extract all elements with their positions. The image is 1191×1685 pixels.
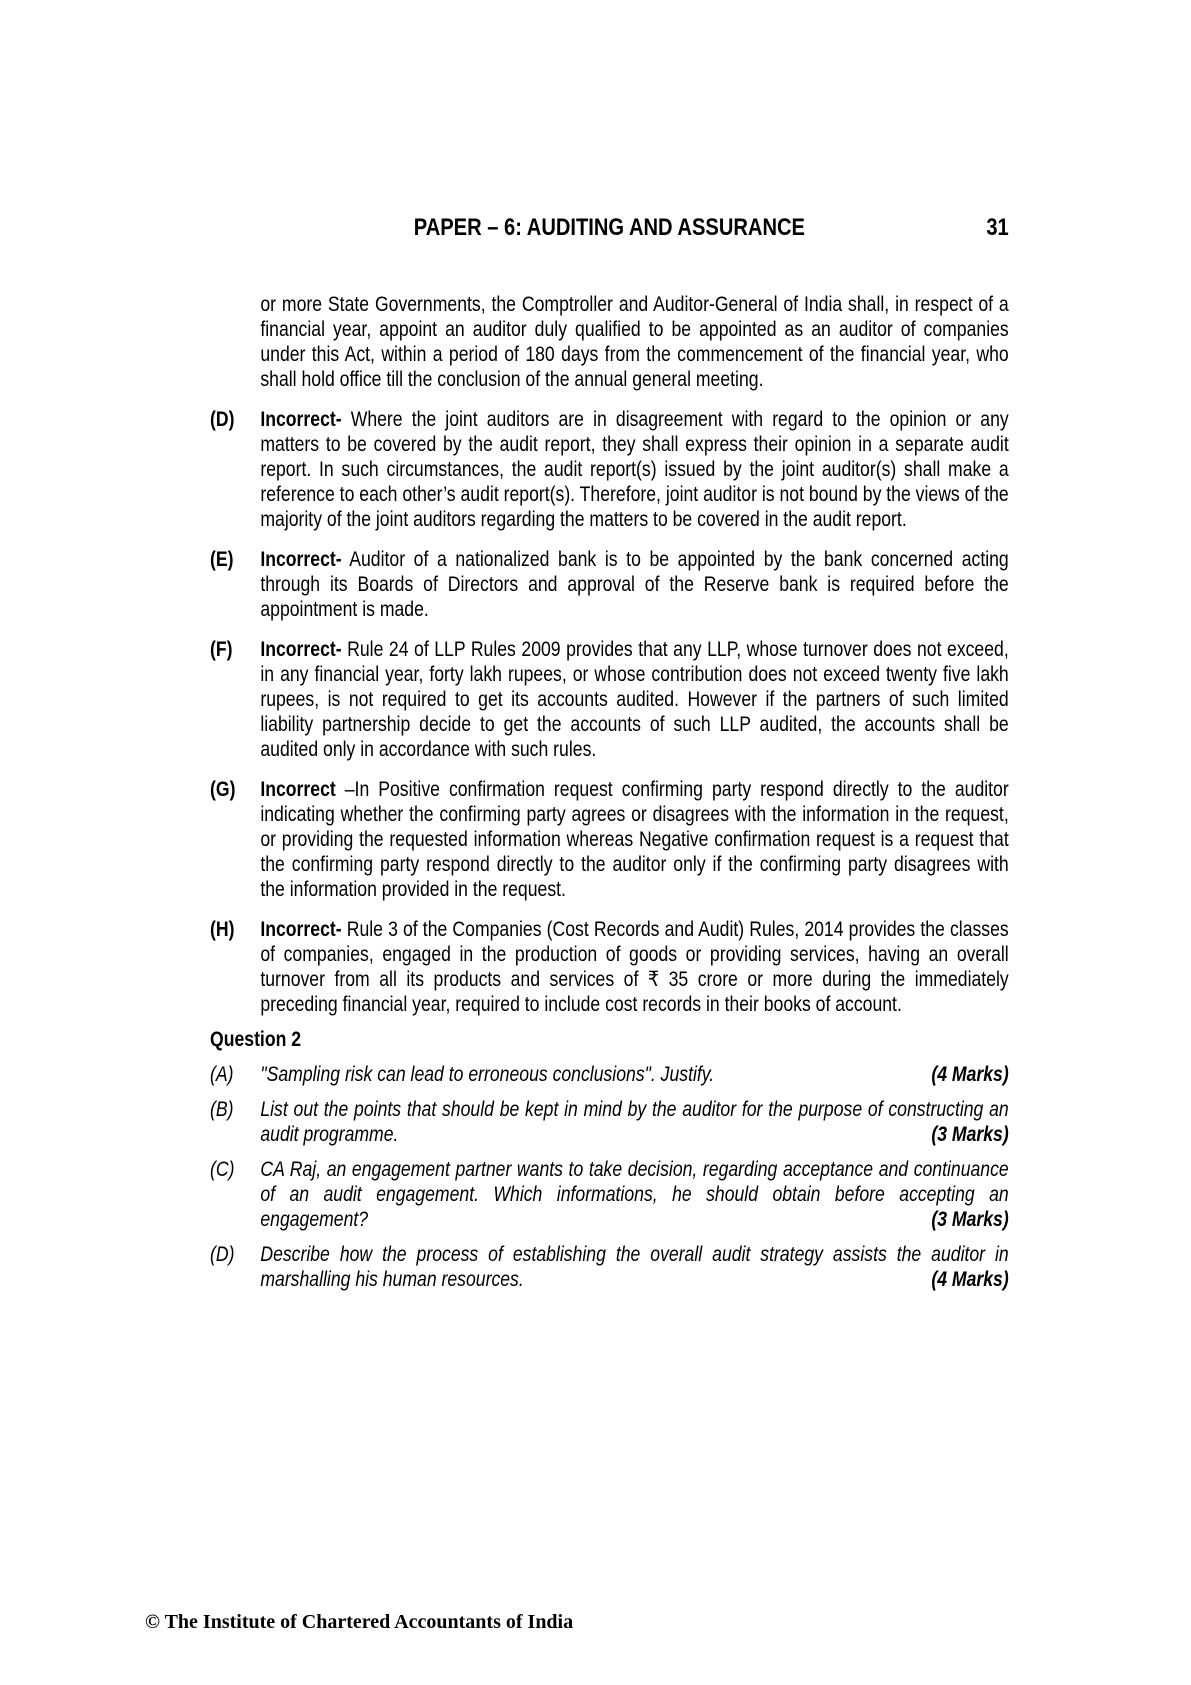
marks-badge: (3 Marks) <box>925 1207 1009 1232</box>
answer-item-label: (H) <box>210 918 235 941</box>
answer-item-text: Rule 24 of LLP Rules 2009 provides that any LLP, whose turnover does not exceed, in any financial year, forty lakh rupees, or whose contribution does not exceed twenty five lakh rupees, is not required to get its accounts audited. However if the partners of such limited liability partnership decide to get the accounts of such LLP audited, the accounts shall be audited only in accordance with such rules. <box>260 638 1009 761</box>
question-item-b <box>210 1097 1009 1147</box>
question-item-label: (C) <box>210 1158 235 1181</box>
question-item-c <box>210 1157 1009 1232</box>
marks-badge: (4 Marks) <box>925 1062 1009 1087</box>
question-item-d <box>210 1242 1009 1292</box>
question-item-label: (B) <box>210 1098 234 1121</box>
answer-item-text: Rule 3 of the Companies (Cost Records and Audit) Rules, 2014 provides the classes of companies, engaged in the production of goods or providing services, having an overall turnover from all its products and services of ₹ 35 crore or more during the immediately preceding financial year, required to include cost records in their books of account. <box>260 918 1009 1016</box>
marks-badge: (3 Marks) <box>925 1122 1009 1147</box>
answer-item-label: (D) <box>210 408 235 431</box>
answer-item-label: (G) <box>210 778 236 801</box>
question-item-label: (D) <box>210 1243 235 1266</box>
question-heading: Question 2 <box>210 1028 302 1051</box>
answer-item-prefix: Incorrect- <box>260 408 342 431</box>
answer-item-f <box>210 637 1009 762</box>
intro-paragraph: or more State Governments, the Comptroller and Auditor-General of India shall, in respect of a financial year, appoint an auditor duly qualified to be appointed as an auditor of companies under this Act, within a period of 180 days from the commencement of the financial year, who shall hold office till the conclusion of the annual general meeting. <box>260 293 1009 391</box>
answer-item-label: (F) <box>210 638 233 661</box>
answer-item-e <box>210 547 1009 622</box>
question-item-text: "Sampling risk can lead to erroneous conclusions". Justify. <box>260 1063 715 1086</box>
page-number: 31 <box>986 214 1009 241</box>
page-header <box>210 215 1009 240</box>
question-item-text: List out the points that should be kept in mind by the auditor for the purpose of constructing an audit programme. <box>260 1098 1009 1146</box>
marks-badge: (4 Marks) <box>925 1267 1009 1292</box>
question-item-text: Describe how the process of establishing the overall audit strategy assists the auditor in marshalling his human resources. <box>260 1243 1009 1291</box>
page-title: PAPER – 6: AUDITING AND ASSURANCE <box>413 214 805 241</box>
copyright-footer: © The Institute of Chartered Accountants of India <box>145 1611 574 1633</box>
answer-item-text: –In Positive confirmation request confirming party respond directly to the auditor indicating whether the confirming party agrees or disagrees with the information in the request, or providing the requested information whereas Negative confirmation request is a request that the confirming party respond directly to the auditor only if the confirming party disagrees with the information provided in the request. <box>260 778 1009 901</box>
answer-item-prefix: Incorrect- <box>260 918 342 941</box>
answer-item-prefix: Incorrect <box>260 778 336 801</box>
answer-item-g <box>210 777 1009 902</box>
answer-item-h <box>210 917 1009 1017</box>
answer-item-prefix: Incorrect- <box>260 548 342 571</box>
answer-item-text: Where the joint auditors are in disagreement with regard to the opinion or any matters to be covered by the audit report, they shall express their opinion in a separate audit report. In such circumstances, the audit report(s) issued by the joint auditor(s) shall make a reference to each other’s audit report(s). Therefore, joint auditor is not bound by the views of the majority of the joint auditors regarding the matters to be covered in the audit report. <box>260 408 1009 531</box>
question-item-label: (A) <box>210 1063 234 1086</box>
answer-item-prefix: Incorrect- <box>260 638 342 661</box>
answer-item-d <box>210 407 1009 532</box>
answer-item-text: Auditor of a nationalized bank is to be appointed by the bank concerned acting through its Boards of Directors and approval of the Reserve bank is required before the appointment is made. <box>260 548 1009 621</box>
answer-item-label: (E) <box>210 548 234 571</box>
question-item-text: CA Raj, an engagement partner wants to take decision, regarding acceptance and continuance of an audit engagement. Which informations, he should obtain before accepting an engagement? <box>260 1158 1009 1231</box>
question-item-a <box>210 1062 1009 1087</box>
document-body <box>210 215 1009 1292</box>
